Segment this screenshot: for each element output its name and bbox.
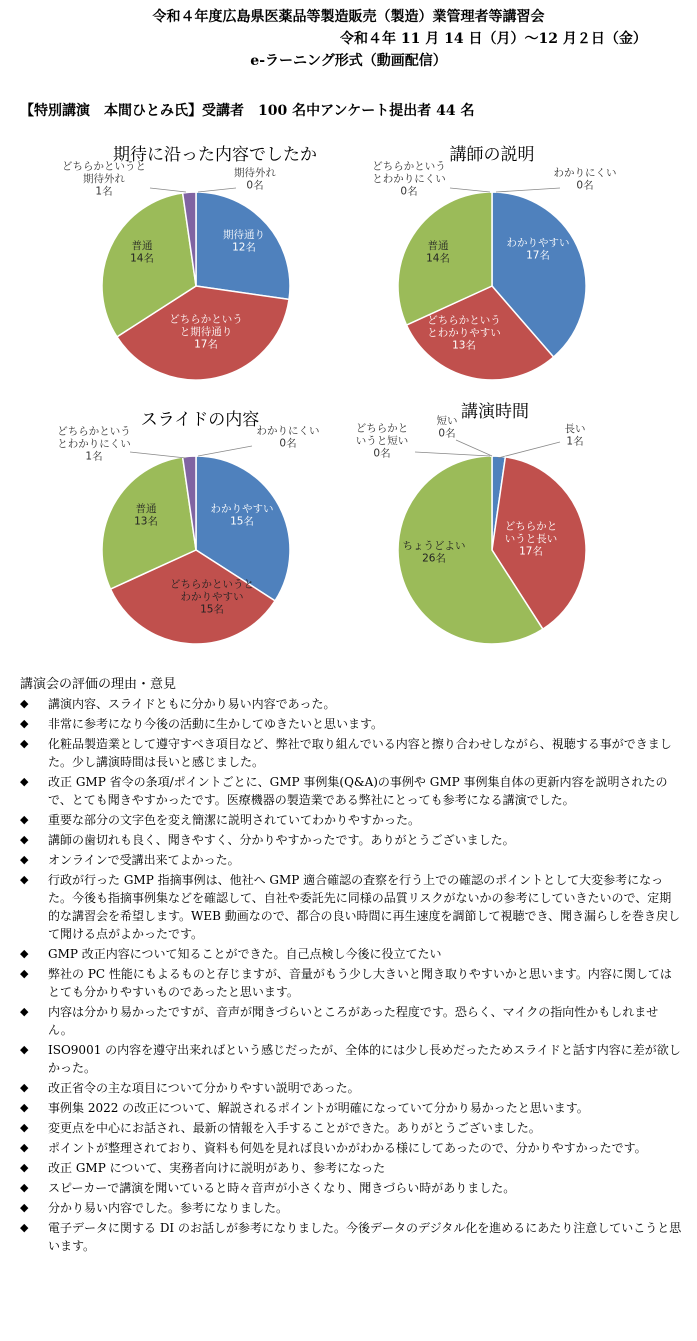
comment-item: ◆ 非常に参考になり今後の活動に生かしてゆきたいと思います。 (20, 715, 682, 733)
slice-label-line: 期待外れ (234, 166, 276, 179)
comments-section (20, 676, 682, 1257)
leader-line (450, 188, 490, 192)
slice-label-line: わかりやすい (506, 236, 570, 249)
leader-line (130, 452, 186, 458)
slice-label (356, 423, 409, 460)
chart-title: スライドの内容 (140, 410, 260, 430)
slice-label (565, 423, 586, 448)
comment-item: ◆ 改正 GMP 省令の条項/ポイントごとに、GMP 事例集(Q&A)の事例や GMP 事例集自体の更新内容を説明されたので、とても聞きやすかったです。医療機器の製造業である弊社にとっても参考になる講演でした。 (20, 773, 682, 809)
slice-label-line: 0名 (373, 447, 391, 460)
comment-item: ◆ GMP 改正内容について知ることができた。自己点検し今後に役立てたい (20, 945, 682, 963)
slice-label-line: どちらかというと (62, 160, 146, 173)
slice-label-line: 15名 (200, 603, 224, 616)
slice-label-line: 0名 (438, 427, 456, 440)
document-title: 令和４年度広島県医薬品等製造販売（製造）業管理者等講習会 (152, 9, 545, 25)
slice-label-line: わかりやすい (180, 591, 244, 603)
slice-label-line: 0名 (279, 437, 297, 450)
slice-label-line: わかりやすい (210, 502, 274, 515)
slice-label-line: 長い (564, 422, 586, 435)
comment-item: ◆ 講演内容、スライドともに分かり易い内容であった。 (20, 695, 682, 713)
slice-label-line: 17名 (526, 249, 550, 262)
leader-line (496, 188, 560, 192)
comment-item: ◆ 内容は分かり易かったですが、音声が聞きづらいところがあった程度です。恐らく、マイクの指向性かもしれません。 (20, 1003, 682, 1039)
comment-item: ◆ 電子データに関する DI のお話しが参考になりました。今後データのデジタル化を進めるにあたり注意していこうと思います。 (20, 1219, 682, 1255)
comment-item: ◆ 改正省令の主な項目について分かりやすい説明であった。 (20, 1079, 682, 1097)
slice-label-line: 26名 (422, 552, 446, 565)
slice-label-line: 短い (436, 414, 458, 427)
leader-line (150, 188, 186, 192)
slice-label-line: 0名 (576, 179, 594, 192)
slice-label-line: 14名 (426, 252, 450, 265)
slice-label-line: どちらかと (355, 422, 409, 435)
slice-label-line: どちらかと (504, 520, 558, 533)
comment-list (20, 695, 682, 1255)
comment-item: ◆ ポイントが整理されており、資料も何処を見れば良いかがわかる様にしてあったので、分かりやすかったです。 (20, 1139, 682, 1157)
slice-label-line: ちょうどよい (402, 539, 466, 552)
comments-title: 講演会の評価の理由・意見 (20, 677, 177, 692)
slice-label-line: 0名 (246, 179, 264, 192)
slice-label (62, 161, 146, 198)
slice-label-line: とわかりやすい (427, 327, 501, 339)
delivery-format: e-ラーニング形式（動画配信） (250, 53, 447, 69)
comment-item: ◆ 化粧品製造業として遵守すべき項目など、弊社で取り組んでいる内容と擦り合わせしながら、視聴する事ができました。少し講演時間は長いと感じました。 (20, 735, 682, 771)
slice-label (130, 239, 154, 265)
slice-label-line: 普通 (131, 239, 153, 252)
leader-line (498, 442, 560, 458)
slice-label (234, 166, 276, 192)
slice-label-line: どちらかという (169, 313, 243, 326)
slice-label (437, 415, 458, 440)
comment-item: ◆ 変更点を中心にお話され、最新の情報を入手することができた。ありがとうございました。 (20, 1119, 682, 1137)
slice-label-line: 17名 (519, 545, 543, 558)
comment-item: ◆ 分かり易い内容でした。参考になりました。 (20, 1199, 682, 1217)
slice-label-line: いうと長い (504, 533, 558, 545)
slice-label-line: どちらかというと (170, 578, 254, 591)
slice-label-line: 普通 (427, 239, 449, 252)
slice-label-line: 14名 (130, 252, 154, 265)
slice-label (57, 426, 131, 463)
leader-line (198, 188, 236, 192)
slice-label-line: とわかりにくい (372, 173, 446, 185)
comment-item: ◆ 弊社の PC 性能にもよるものと存じますが、音量がもう少し大きいと聞き取りやすいかと思います。内容に関してはとても分かりやすいものであったと思います。 (20, 965, 682, 1001)
comment-item: ◆ スピーカーで講演を聞いていると時々音声が小さくなり、聞きづらい時がありました。 (20, 1179, 682, 1197)
lecture-subtitle: 【特別講演 本間ひとみ氏】受講者 100 名中アンケート提出者 44 名 (20, 103, 475, 119)
comment-item: ◆ 講師の歯切れも良く、聞きやすく、分かりやすかったです。ありがとうございました。 (20, 831, 682, 849)
slice-label (426, 239, 450, 265)
slice-label-line: わかりにくい (553, 166, 617, 179)
comment-item: ◆ 行政が行った GMP 指摘事例は、他社へ GMP 適合確認の査察を行う上での確認のポイントとして大変参考になった。今後も指摘事例集などを確認して、自社や委託先に同様の品質リスクがないかの参考にしていきたいので、定期的な講習会を希望します。WEB 動画なので、都合の良い時間に再生速度を調節して視聴でき、聞き漏らしを巻き戻して聞ける点がよかったです。 (20, 871, 682, 943)
leader-line (456, 440, 492, 456)
slice-label-line: 13名 (452, 339, 476, 352)
date-range: 令和４年 11 月 14 日（月）～12 月２日（金） (340, 31, 647, 47)
slice-label-line: 12名 (232, 241, 256, 254)
chart-title: 期待に沿った内容でしたか (113, 145, 317, 165)
slice-label-line: 期待通り (223, 228, 265, 241)
comment-item: ◆ 改正 GMP について、実務者向けに説明があり、参考になった (20, 1159, 682, 1177)
slice-label (372, 161, 446, 198)
slice-label (554, 167, 617, 192)
slice-label-line: 17名 (194, 338, 218, 351)
slice-label-line: 15名 (230, 515, 254, 528)
slice-label-line: 1名 (85, 450, 103, 463)
chart-title: 講演時間 (461, 402, 529, 422)
slice-label-line: 0名 (400, 185, 418, 198)
slice-label-line: わかりにくい (256, 424, 320, 437)
slice-label-line: とわかりにくい (57, 438, 131, 450)
slice-label-line: 期待外れ (83, 173, 125, 185)
comment-item: ◆ 事例集 2022 の改正について、解説されるポイントが明確になっていて分かり易かったと思います。 (20, 1099, 682, 1117)
leader-line (198, 446, 252, 456)
slice-label-line: どちらかという (57, 425, 131, 438)
slice-label-line: 1名 (566, 435, 584, 448)
slice-label-line: 1名 (95, 185, 113, 198)
leader-line (415, 452, 490, 456)
comment-item: ◆ ISO9001 の内容を遵守出来ればという感じだったが、全体的には少し長めだったためスライドと話す内容に差が欲しかった。 (20, 1041, 682, 1077)
slice-label-line: どちらかという (372, 160, 446, 173)
comment-item: ◆ オンラインで受講出来てよかった。 (20, 851, 682, 869)
slice-label (134, 502, 158, 528)
pie-charts (0, 0, 697, 670)
chart-title: 講師の説明 (449, 145, 535, 165)
comment-item: ◆ 重要な部分の文字色を変え簡潔に説明されていてわかりやすかった。 (20, 811, 682, 829)
slice-label-line: どちらかという (427, 314, 501, 327)
slice-label-line: 13名 (134, 515, 158, 528)
slice-label (257, 425, 320, 450)
slice-label-line: いうと短い (355, 435, 409, 447)
slice-label-line: 普通 (135, 502, 157, 515)
slice-label-line: と期待通り (179, 326, 233, 338)
